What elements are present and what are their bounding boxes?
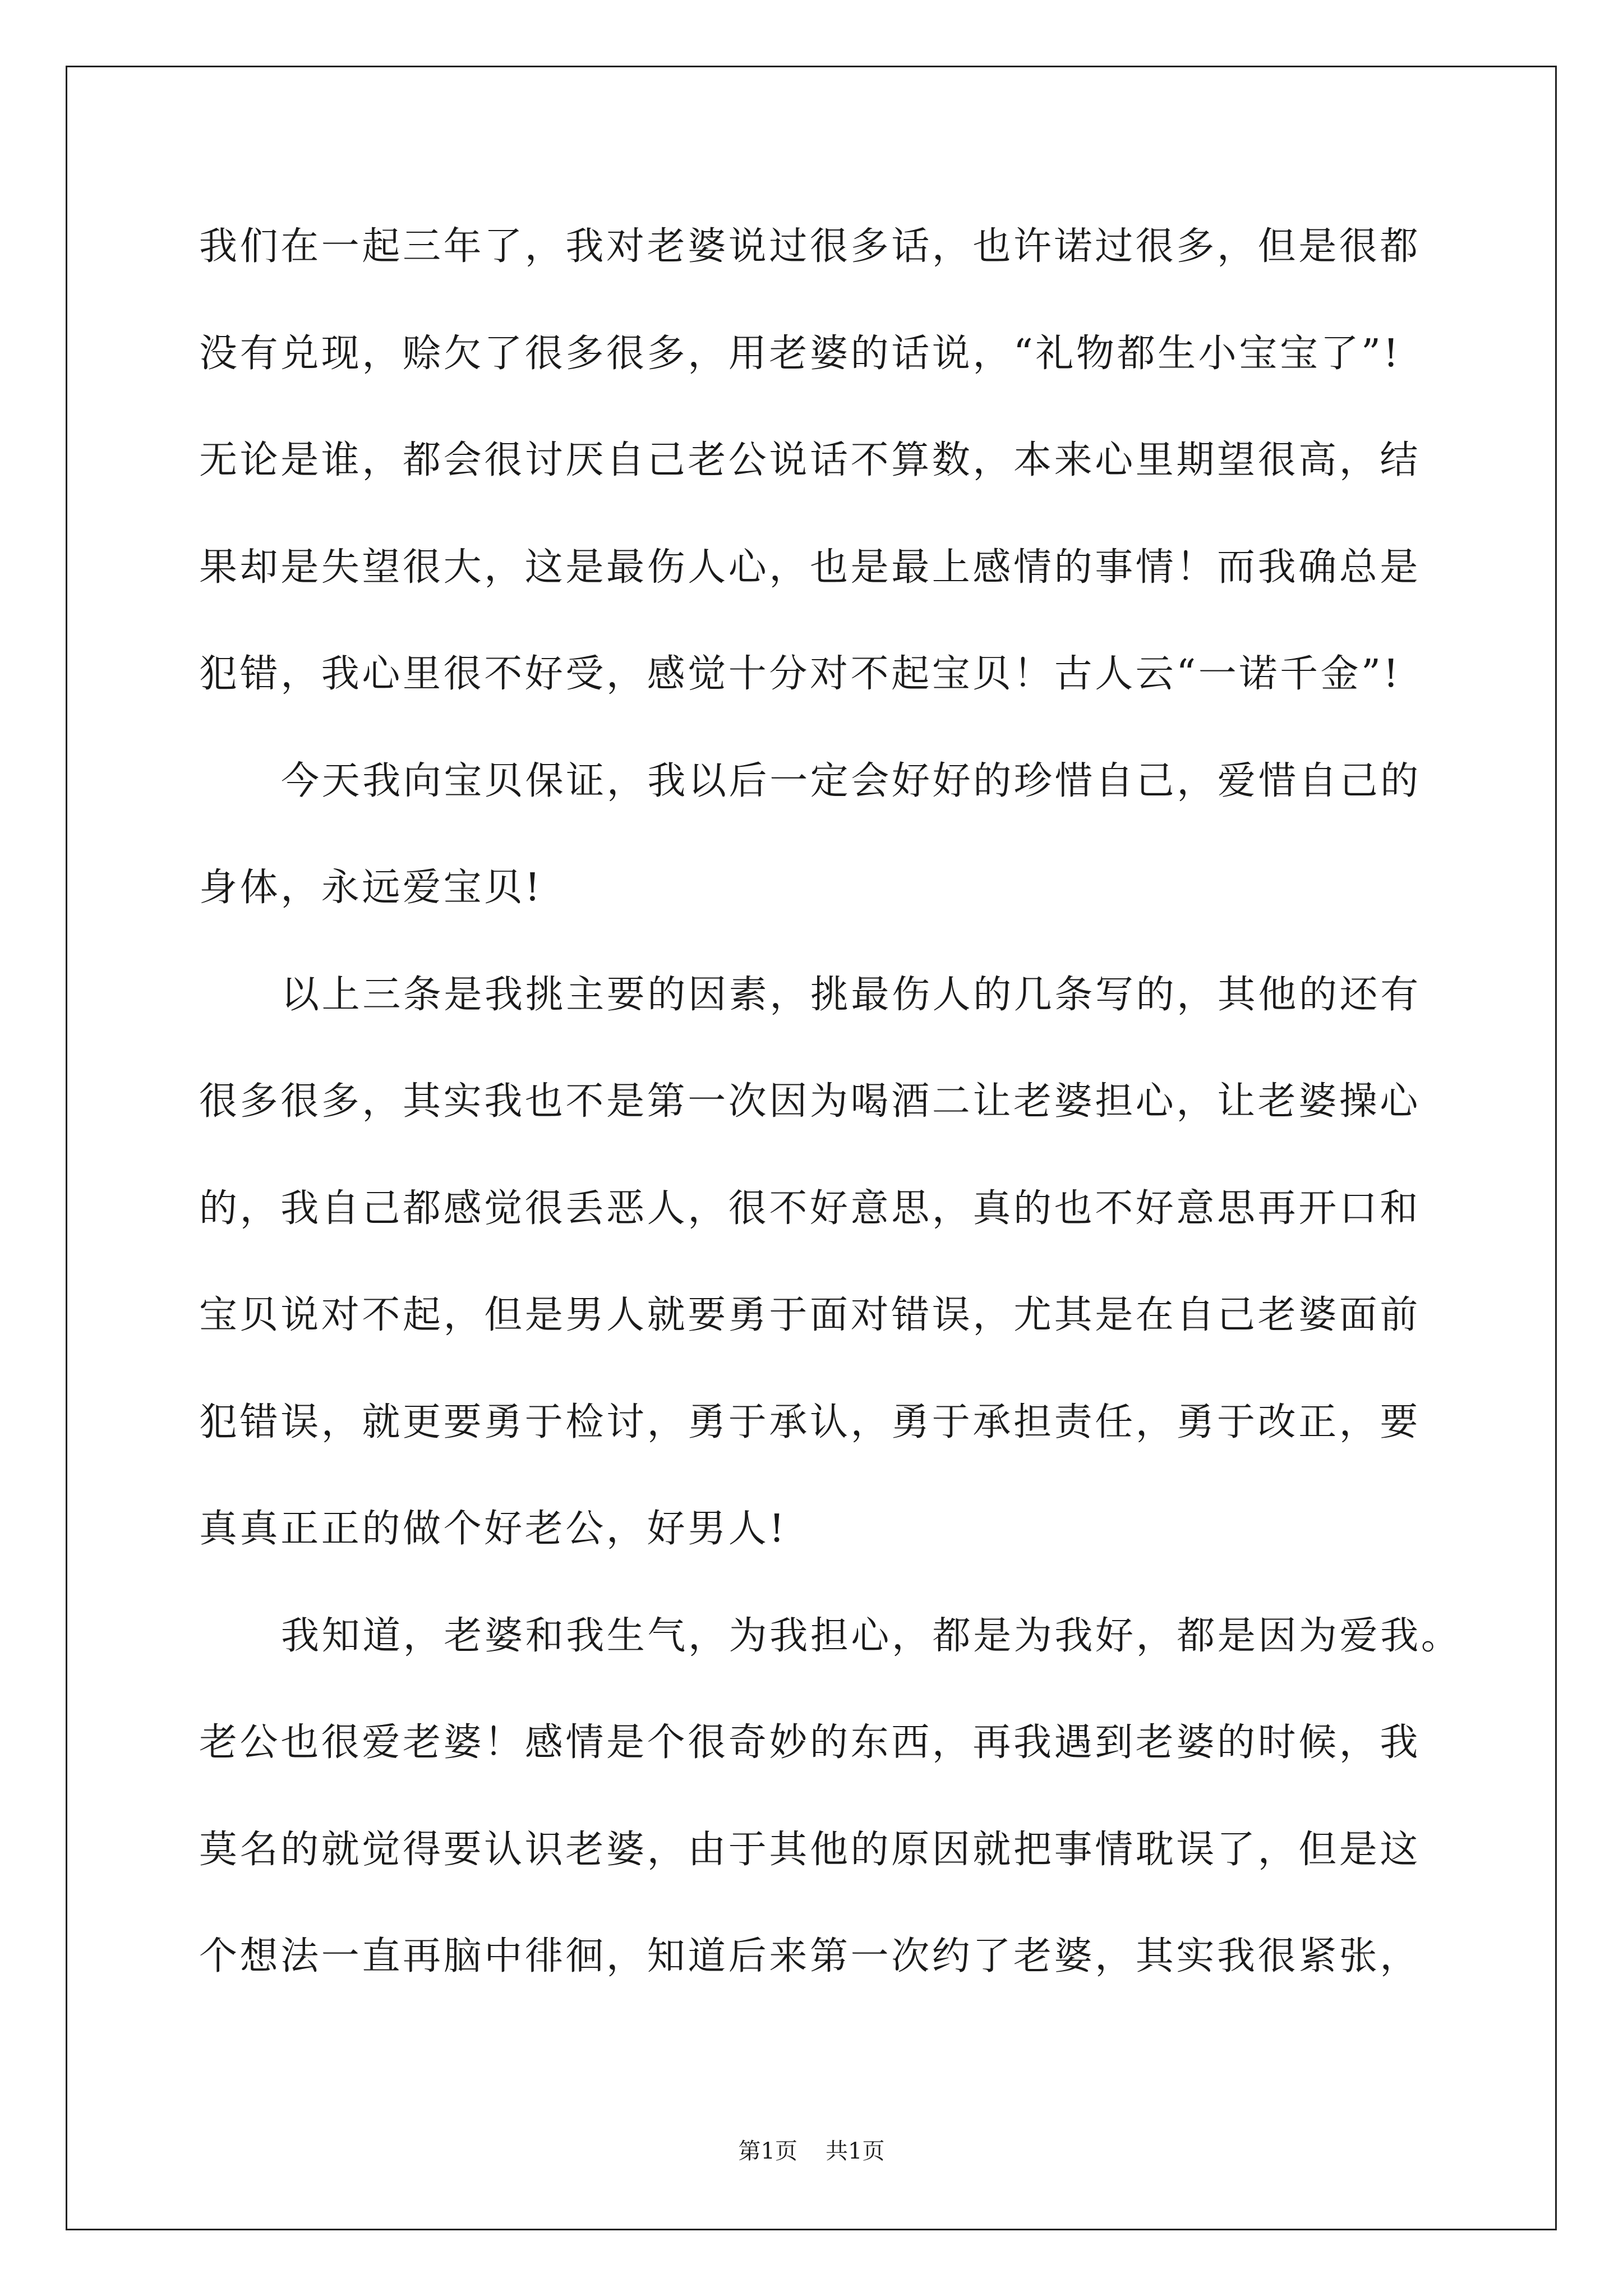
text-line: 很多很多，其实我也不是第一次因为喝酒二让老婆担心，让老婆操心 <box>199 1079 1421 1124</box>
page-footer <box>0 2137 1623 2165</box>
page-total: 共1页 <box>826 2138 885 2164</box>
text-line: 老公也很爱老婆！感情是个很奇妙的东西，再我遇到老婆的时候，我 <box>199 1720 1421 1765</box>
text-line: 宝贝说对不起，但是男人就要勇于面对错误，尤其是在自己老婆面前 <box>199 1293 1421 1337</box>
text-line: 莫名的就觉得要认识老婆，由于其他的原因就把事情耽误了，但是这 <box>199 1827 1421 1872</box>
text-line: 今天我向宝贝保证，我以后一定会好好的珍惜自己，爱惜自己的 <box>281 758 1421 803</box>
text-line: 以上三条是我挑主要的因素，挑最伤人的几条写的，其他的还有 <box>281 972 1421 1017</box>
text-line: 个想法一直再脑中徘徊，知道后来第一次约了老婆，其实我很紧张， <box>199 1934 1421 1978</box>
text-line: 没有兑现，赊欠了很多很多，用老婆的话说，“礼物都生小宝宝了”! <box>199 331 1401 376</box>
text-line: 我知道，老婆和我生气，为我担心，都是为我好，都是因为爱我。 <box>281 1613 1462 1658</box>
page-number: 第1页 <box>738 2138 797 2164</box>
text-line: 我们在一起三年了，我对老婆说过很多话，也许诺过很多，但是很都 <box>199 224 1421 269</box>
document-body <box>199 213 1462 2030</box>
text-line: 犯错，我心里很不好受，感觉十分对不起宝贝！古人云“一诺千金”! <box>199 652 1401 696</box>
text-line: 犯错误，就更要勇于检讨，勇于承认，勇于承担责任，勇于改正，要 <box>199 1400 1421 1444</box>
text-line: 真真正正的做个好老公，好男人! <box>199 1507 787 1551</box>
text-line: 无论是谁，都会很讨厌自己老公说话不算数，本来心里期望很高，结 <box>199 438 1421 482</box>
text-line: 的，我自己都感觉很丢恶人，很不好意思，真的也不好意思再开口和 <box>199 1186 1421 1231</box>
text-line: 身体，永远爱宝贝! <box>199 866 543 910</box>
text-line: 果却是失望很大，这是最伤人心，也是最上感情的事情！而我确总是 <box>199 545 1421 590</box>
